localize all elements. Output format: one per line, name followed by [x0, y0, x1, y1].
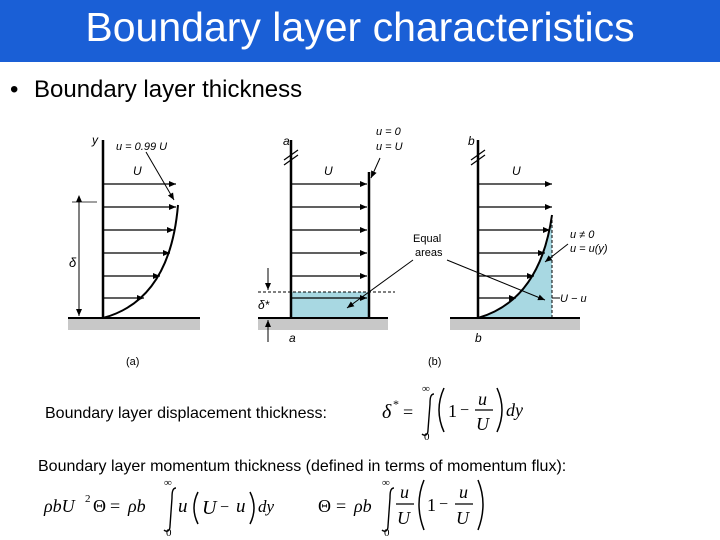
svg-text:U: U — [476, 414, 489, 434]
velocity-arrows-a — [103, 184, 176, 298]
equal-areas-line2: areas — [415, 247, 443, 259]
svg-text:∞: ∞ — [164, 477, 172, 489]
bottom-letter-b: b — [475, 331, 482, 345]
panel-b-left — [258, 126, 403, 345]
svg-text:U: U — [397, 508, 410, 528]
wall-b-left — [258, 318, 388, 330]
displacement-equation — [378, 380, 538, 442]
svg-text:*: * — [393, 397, 399, 411]
bullet-text: Boundary layer thickness — [34, 76, 303, 103]
displacement-thickness-label: Boundary layer displacement thickness: — [45, 405, 327, 422]
svg-text:U: U — [202, 497, 217, 519]
top-letter-a: a — [283, 134, 290, 148]
svg-text:dy: dy — [258, 497, 275, 516]
U-label-a: U — [133, 164, 142, 178]
u-eq-label: u = u(y) — [570, 243, 608, 255]
svg-text:u: u — [459, 482, 468, 502]
svg-text:∞: ∞ — [382, 477, 390, 489]
velocity-arrows-b-left — [291, 184, 367, 298]
svg-text:ρb: ρb — [354, 496, 372, 516]
slide-title: Boundary layer characteristics — [85, 4, 635, 50]
svg-text:ρb: ρb — [128, 496, 146, 516]
svg-text:dy: dy — [506, 400, 523, 420]
panel-a — [68, 133, 200, 368]
momentum-thickness-equation — [314, 474, 494, 540]
top-letter-b: b — [468, 134, 475, 148]
wall-a — [68, 318, 200, 330]
U-minus-u-label: U − u — [560, 293, 587, 305]
uU-label: u = U — [376, 141, 403, 153]
u0-label: u = 0 — [376, 126, 401, 138]
svg-text:1: 1 — [448, 401, 457, 421]
svg-text:0: 0 — [166, 527, 172, 539]
y-axis-label-a: y — [92, 133, 98, 147]
bottom-letter-a: a — [289, 331, 296, 345]
svg-text:−: − — [460, 402, 470, 419]
delta-label-a: δ — [69, 255, 77, 270]
svg-text:=: = — [336, 496, 347, 516]
velocity-profile-a — [103, 205, 178, 318]
panel-b-right — [450, 134, 608, 345]
svg-text:u: u — [400, 482, 409, 502]
momentum-integral-equation — [40, 474, 290, 540]
displaced-region — [291, 292, 369, 318]
u-label-a: u = 0.99 U — [116, 141, 168, 153]
svg-text:U: U — [456, 508, 469, 528]
svg-text:−: − — [439, 496, 449, 513]
svg-text:0: 0 — [424, 431, 430, 442]
svg-text:u: u — [178, 496, 188, 517]
u-neq-label: u ≠ 0 — [570, 229, 595, 241]
svg-text:u: u — [236, 496, 246, 517]
svg-text:Θ: Θ — [93, 496, 106, 516]
U-label-b-right: U — [512, 164, 521, 178]
svg-text:Θ: Θ — [318, 496, 331, 516]
svg-text:0: 0 — [384, 527, 390, 539]
delta-star-label: δ* — [258, 298, 270, 312]
svg-text:−: − — [220, 499, 230, 516]
svg-text:1: 1 — [427, 495, 436, 515]
svg-text:=: = — [403, 402, 414, 422]
bullet-dot: • — [10, 76, 19, 103]
svg-text:u: u — [478, 389, 487, 409]
U-label-b-left: U — [324, 164, 333, 178]
momentum-thickness-label: Boundary layer momentum thickness (defined in terms of momentum flux): — [38, 458, 567, 475]
svg-text:2: 2 — [85, 493, 91, 505]
caption-a: (a) — [126, 356, 140, 368]
equal-areas-line1: Equal — [413, 233, 442, 245]
svg-text:∞: ∞ — [422, 383, 430, 395]
wall-b-right — [450, 318, 580, 330]
caption-b: (b) — [428, 356, 442, 368]
svg-text:ρbU: ρbU — [44, 496, 75, 516]
svg-text:=: = — [110, 496, 121, 516]
svg-text:δ: δ — [382, 401, 392, 423]
